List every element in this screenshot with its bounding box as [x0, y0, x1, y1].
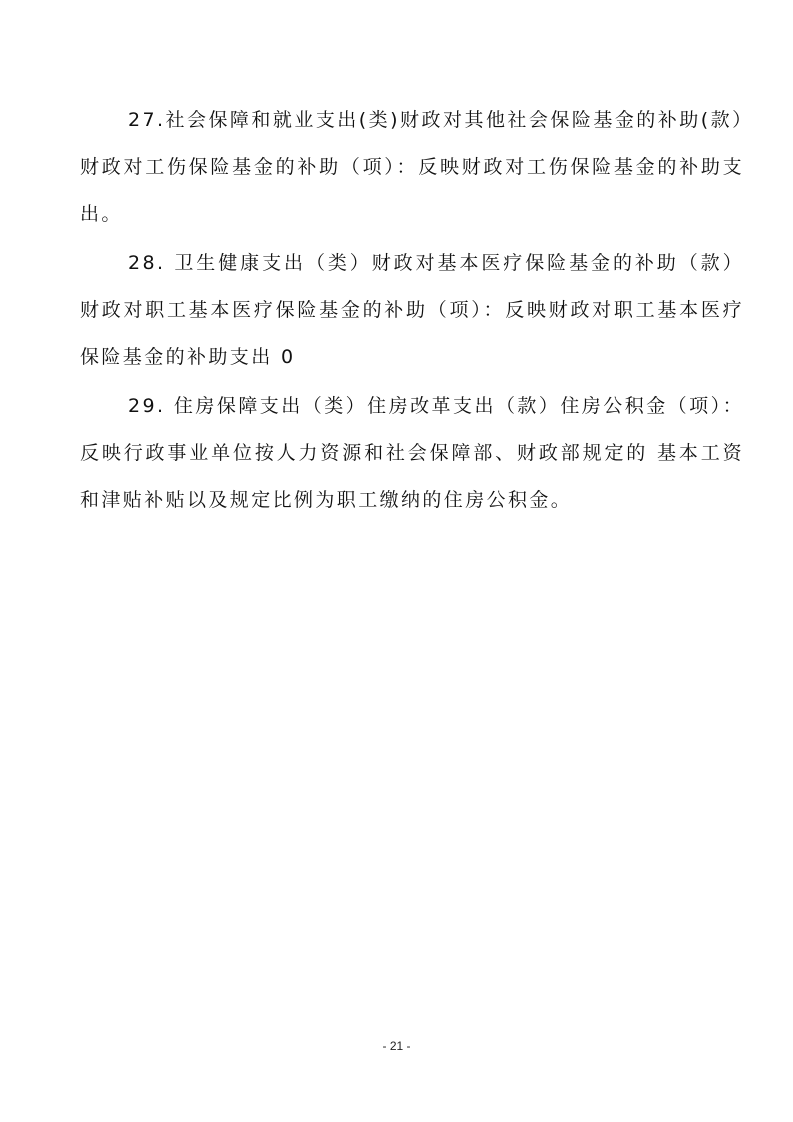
- page-number: - 21 -: [382, 1039, 411, 1053]
- paragraph-27: 27.社会保障和就业支出(类)财政对其他社会保险基金的补助(款）财政对工伤保险基金的补助（项）：反映财政对工伤保险基金的补助支出。: [80, 109, 744, 225]
- paragraph-28: 28. 卫生健康支出（类）财政对基本医疗保险基金的补助（款）财政对职工基本医疗保险基金的补助（项）：反映财政对职工基本医疗保险基金的补助支出 0: [80, 252, 744, 368]
- paragraph-29: 29. 住房保障支出（类）住房改革支出（款）住房公积金（项）：反映行政事业单位按人力资源和社会保障部、财政部规定的 基本工资和津贴补贴以及规定比例为职工缴纳的住房公积金。: [80, 395, 744, 511]
- document-body: [80, 97, 744, 526]
